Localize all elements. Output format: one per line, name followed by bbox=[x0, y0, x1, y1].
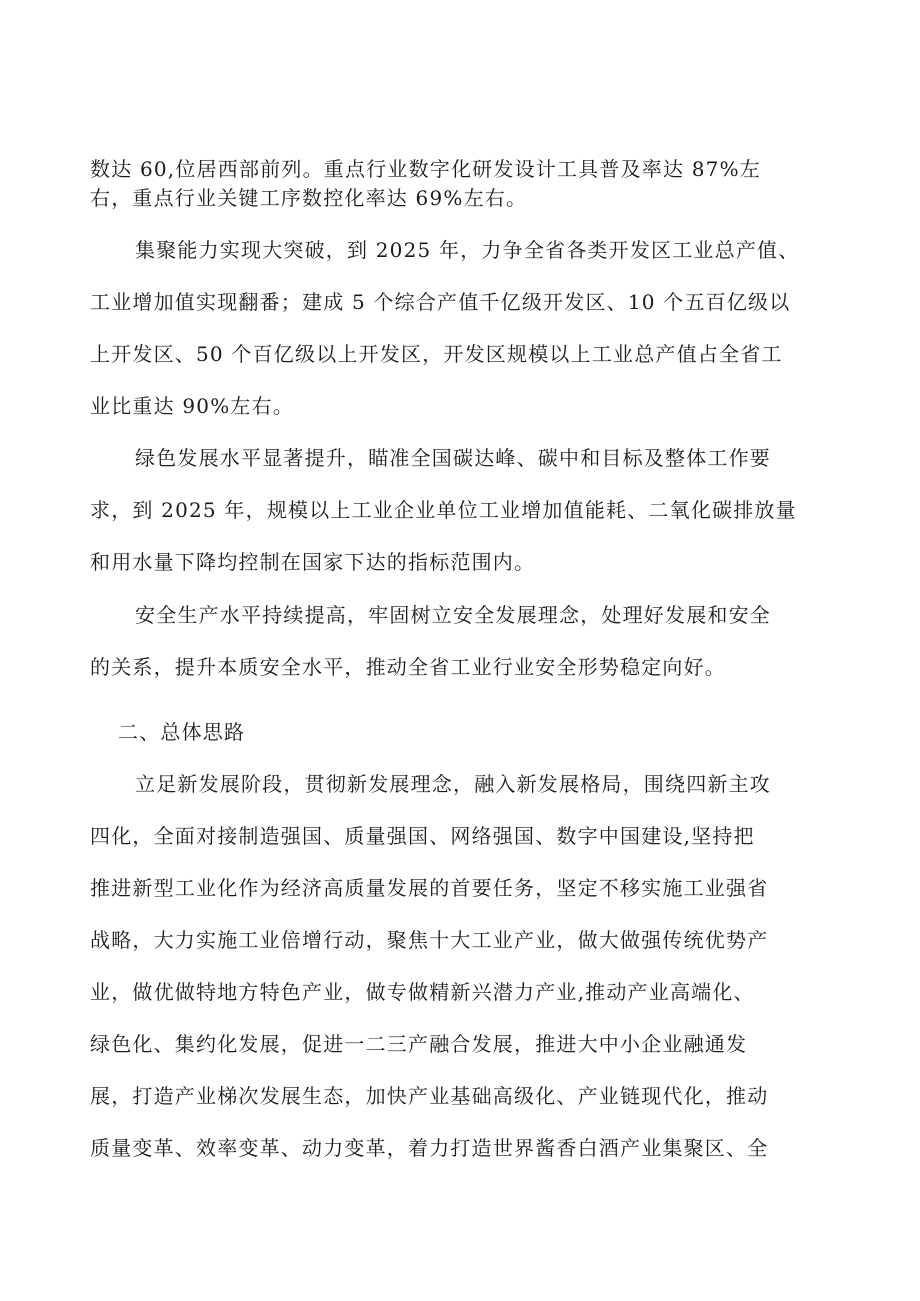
text-line: 业比重达 90%左右。 bbox=[90, 394, 295, 418]
text-line: 推进新型工业化作为经济高质量发展的首要任务，坚定不移实施工业强省 bbox=[90, 876, 769, 900]
section-heading: 二、总体思路 bbox=[118, 720, 246, 744]
text-line: 的关系，提升本质安全水平，推动全省工业行业安全形势稳定向好。 bbox=[90, 655, 726, 679]
text-line: 战略，大力实施工业倍增行动，聚焦十大工业产业，做大做强传统优势产 bbox=[90, 928, 769, 952]
text-line: 质量变革、效率变革、动力变革，着力打造世界酱香白酒产业集聚区、全 bbox=[90, 1136, 769, 1160]
text-line: 立足新发展阶段，贯彻新发展理念，融入新发展格局，围绕四新主攻 bbox=[135, 772, 771, 796]
text-line: 上开发区、50 个百亿级以上开发区，开发区规模以上工业总产值占全省工 bbox=[90, 342, 783, 366]
text-line: 展，打造产业梯次发展生态，加快产业基础高级化、产业链现代化，推动 bbox=[90, 1084, 769, 1108]
text-line: 安全生产水平持续提高，牢固树立安全发展理念，处理好发展和安全 bbox=[135, 603, 771, 627]
text-line: 四化，全面对接制造强国、质量强国、网络强国、数字中国建设,坚持把 bbox=[90, 824, 755, 848]
text-line: 业，做优做特地方特色产业，做专做精新兴潜力产业,推动产业高端化、 bbox=[90, 980, 755, 1004]
text-line: 集聚能力实现大突破，到 2025 年，力争全省各类开发区工业总产值、 bbox=[135, 238, 800, 262]
text-line: 和用水量下降均控制在国家下达的指标范围内。 bbox=[90, 550, 536, 574]
text-line: 绿色化、集约化发展，促进一二三产融合发展，推进大中小企业融通发 bbox=[90, 1032, 748, 1056]
text-line: 求，到 2025 年，规模以上工业企业单位工业增加值能耗、二氧化碳排放量 bbox=[90, 498, 797, 522]
text-line: 工业增加值实现翻番；建成 5 个综合产值千亿级开发区、10 个五百亿级以 bbox=[90, 290, 791, 314]
text-line: 数达 60,位居西部前列。重点行业数字化研发设计工具普及率达 87%左 bbox=[90, 157, 761, 181]
text-line: 绿色发展水平显著提升，瞄准全国碳达峰、碳中和目标及整体工作要 bbox=[135, 446, 771, 470]
text-line: 右，重点行业关键工序数控化率达 69%左右。 bbox=[90, 186, 528, 210]
